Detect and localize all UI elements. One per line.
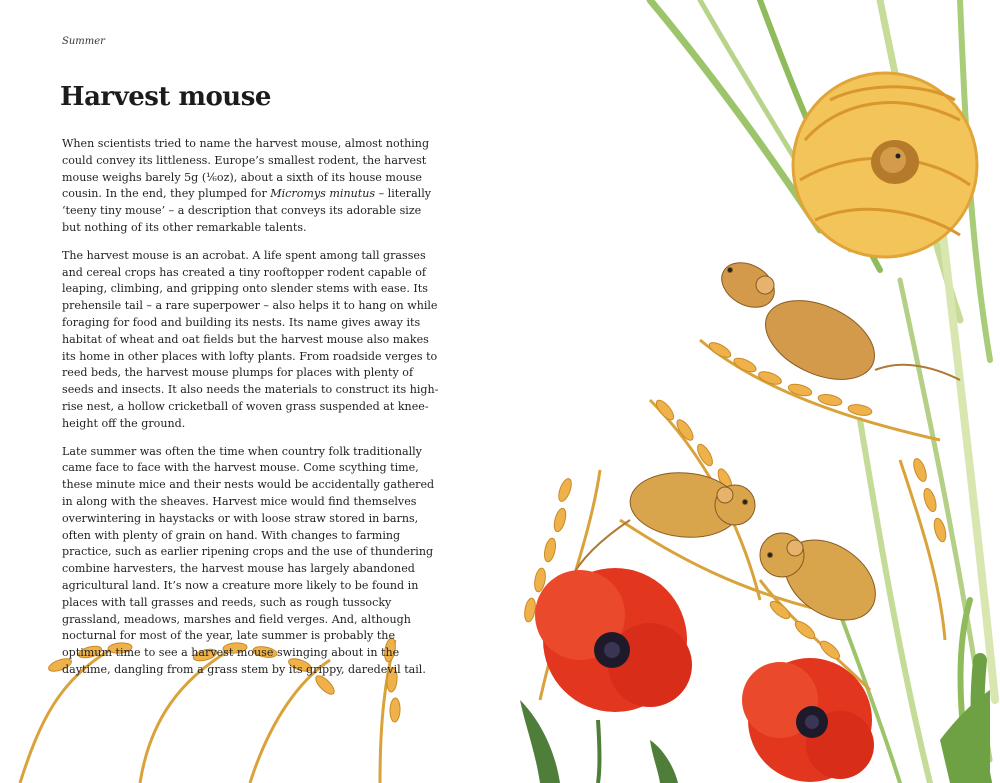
paragraph-1-end: – literally ‘teeny tiny mouse’ – a description that conveys its adorable size but nothing of its other remarkable talents. [62, 187, 432, 234]
page-title: Harvest mouse [60, 82, 271, 112]
paragraph-1 [62, 136, 440, 237]
species-latin-name: Micromys minutus [270, 187, 376, 201]
mouse-bottom [760, 523, 890, 636]
section-label: Summer [62, 36, 105, 47]
article-body [62, 136, 440, 690]
poppy-small [742, 658, 874, 782]
paragraph-2: The harvest mouse is an acrobat. A life spent among tall grasses and cereal crops has created a tiny rooftopper rodent capable of leaping, climbing, and gripping onto slender stems with ease. Its prehensile tail – a rare superpower – also helps it to hang on while foraging for food and building its nests. Its name gives away its habitat of wheat and oat fields but the harvest mouse also makes its home in other places with lofty plants. From roadside verges to reed beds, the harvest mouse plumps for places with plenty of seeds and insects. It also needs the materials to construct its high-rise nest, a hollow cricketball of woven grass suspended at knee-height off the ground. [62, 248, 439, 430]
paragraph-1-intro: When scientists tried to name the harvest mouse, almost nothing could convey its littleness. Europe’s smallest rodent, the harvest mouse weighs barely 5g (⅙oz), about a sixth of its house mouse cousin. In the end, they plumped for [62, 137, 430, 201]
paragraph-3: Late summer was often the time when country folk traditionally came face to face with the harvest mouse. Come scything time, these minute mice and their nests would be accidentally gathered in along with the sheaves. Harvest mice would find themselves overwintering in haystacks or with loose straw stored in barns, often with plenty of grain on hand. With changes to farming practice, such as earlier ripening crops and the use of thundering combine harvesters, the harvest mouse has largely abandoned agricultural land. It’s now a creature more likely to be found in places with tall grasses and reeds, such as rough tussocky grassland, meadows, marshes and field verges. And, although nocturnal for most of the year, late summer is probably the optimum time to see a harvest mouse swinging about in the daytime, dangling from a grass stem by its grippy, daredevil tail. [62, 444, 435, 676]
grass-nest [793, 73, 977, 257]
poppy-large [535, 568, 692, 783]
